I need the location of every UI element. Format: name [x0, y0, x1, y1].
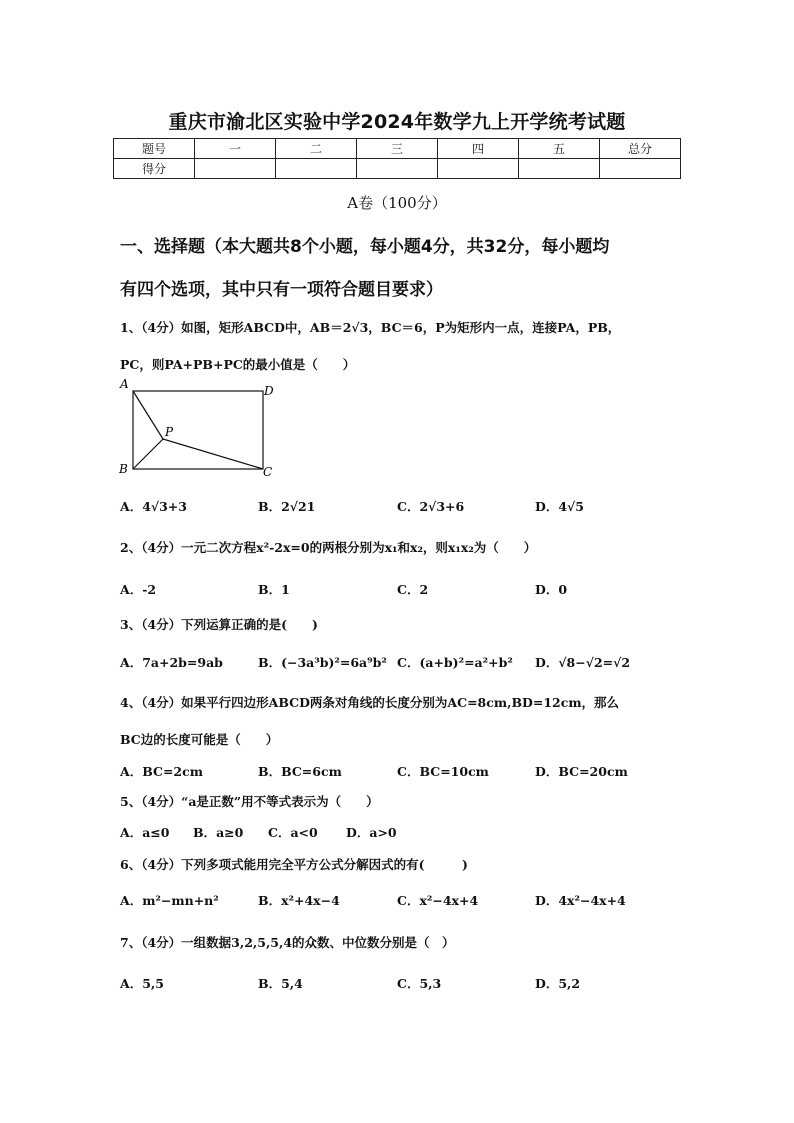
question-3-option-c[interactable]: C．(a+b)²=a²+b²: [397, 655, 513, 670]
score-table-cell: 题号: [114, 139, 195, 159]
question-7-option-b[interactable]: B．5,4: [258, 976, 303, 991]
question-6-option-c[interactable]: C．x²−4x+4: [397, 893, 479, 908]
question-7-line1: 7、（4分）一组数据3,2,5,5,4的众数、中位数分别是（ ）: [120, 935, 455, 950]
score-table-empty-cell: [195, 159, 276, 179]
score-table-empty-cell: [276, 159, 357, 179]
question-2-line1: 2、（4分）一元二次方程x²-2x=0的两根分别为x₁和x₂，则x₁x₂为（ ）: [120, 540, 537, 555]
label-c: C: [263, 465, 273, 477]
question-4-line2: BC边的长度可能是（ ）: [120, 732, 279, 747]
score-table-score-row: [114, 159, 681, 179]
question-4-option-a[interactable]: A．BC=2cm: [120, 764, 203, 779]
score-table-cell: 四: [438, 139, 519, 159]
question-2-option-c[interactable]: C．2: [397, 582, 429, 597]
segment-pb: [133, 439, 163, 469]
question-1-option-b[interactable]: B．2√21: [258, 499, 316, 514]
score-table-empty-cell: [600, 159, 681, 179]
question-1-line1: 1、（4分）如图，矩形ABCD中，AB＝2√3，BC＝6，P为矩形内一点，连接PA，PB，: [120, 320, 621, 335]
question-2-option-d[interactable]: D．0: [535, 582, 568, 597]
label-a: A: [120, 377, 129, 391]
question-6-option-a[interactable]: A．m²−mn+n²: [120, 893, 219, 908]
rectangle-figure: [115, 377, 285, 477]
rectangle-abcd: [133, 391, 263, 469]
question-7-option-c[interactable]: C．5,3: [397, 976, 442, 991]
question-3-option-d[interactable]: D．√8−√2=√2: [535, 655, 631, 670]
score-table-cell: 三: [357, 139, 438, 159]
question-4-option-b[interactable]: B．BC=6cm: [258, 764, 342, 779]
part1-heading-line1: 一、选择题（本大题共8个小题，每小题4分，共32分，每小题均: [120, 237, 610, 257]
question-7-option-a[interactable]: A．5,5: [120, 976, 164, 991]
score-table-empty-cell: [519, 159, 600, 179]
score-table-empty-cell: [438, 159, 519, 179]
segment-pc: [163, 439, 263, 469]
question-2-option-a[interactable]: A．-2: [120, 582, 157, 597]
question-7-option-d[interactable]: D．5,2: [535, 976, 581, 991]
segment-pa: [133, 391, 163, 439]
label-b: B: [119, 462, 128, 476]
question-3-option-a[interactable]: A．7a+2b=9ab: [120, 655, 223, 670]
label-d: D: [264, 384, 274, 398]
question-5-option-b[interactable]: B．a≥0: [193, 825, 244, 840]
score-table-cell: 五: [519, 139, 600, 159]
question-5-line1: 5、（4分）“a是正数”用不等式表示为（ ）: [120, 794, 379, 809]
question-4-option-d[interactable]: D．BC=20cm: [535, 764, 628, 779]
question-3-line1: 3、（4分）下列运算正确的是( ): [120, 617, 318, 632]
question-1-line2: PC，则PA+PB+PC的最小值是（ ）: [120, 357, 356, 372]
score-table: [113, 138, 681, 179]
score-table-header-row: [114, 139, 681, 159]
question-6-option-d[interactable]: D．4x²−4x+4: [535, 893, 626, 908]
exam-title: 重庆市渝北区实验中学2024年数学九上开学统考试题: [168, 111, 626, 133]
question-2-option-b[interactable]: B．1: [258, 582, 290, 597]
question-4-line1: 4、（4分）如果平行四边形ABCD两条对角线的长度分别为AC=8cm,BD=12cm，那么: [120, 695, 620, 710]
question-3-option-b[interactable]: B．(−3a³b)²=6a⁹b²: [258, 655, 387, 670]
section-a-heading: A卷（100分）: [347, 194, 447, 212]
question-1-option-a[interactable]: A．4√3+3: [120, 499, 187, 514]
question-1-option-d[interactable]: D．4√5: [535, 499, 584, 514]
question-6-line1: 6、（4分）下列多项式能用完全平方公式分解因式的有( ): [120, 857, 468, 872]
question-6-option-b[interactable]: B．x²+4x−4: [258, 893, 340, 908]
score-table-cell: 得分: [114, 159, 195, 179]
score-table-cell: 二: [276, 139, 357, 159]
question-4-option-c[interactable]: C．BC=10cm: [397, 764, 489, 779]
part1-heading-line2: 有四个选项，其中只有一项符合题目要求）: [120, 280, 443, 300]
question-5-option-d[interactable]: D．a>0: [346, 825, 397, 840]
label-p: P: [165, 425, 174, 439]
question-1-option-c[interactable]: C．2√3+6: [397, 499, 465, 514]
score-table-cell: 总分: [600, 139, 681, 159]
score-table-empty-cell: [357, 159, 438, 179]
score-table-cell: 一: [195, 139, 276, 159]
question-5-option-c[interactable]: C．a<0: [268, 825, 318, 840]
question-5-option-a[interactable]: A．a≤0: [120, 825, 170, 840]
